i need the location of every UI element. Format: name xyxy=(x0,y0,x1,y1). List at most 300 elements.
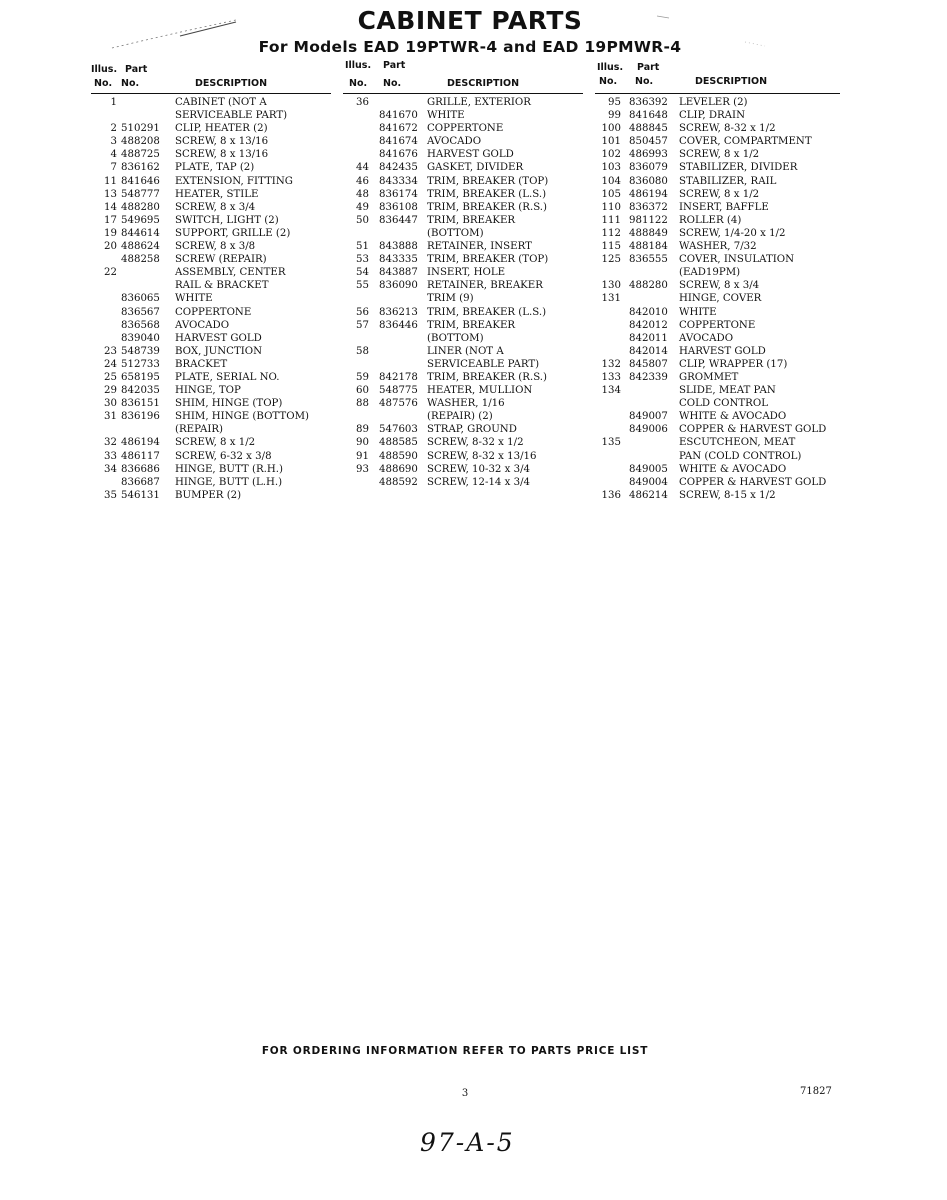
part-no: 488590 xyxy=(379,450,418,462)
illus-no: 50 xyxy=(356,214,369,226)
parts-row xyxy=(91,306,331,319)
illus-no: 132 xyxy=(601,358,621,370)
part-no: 548739 xyxy=(121,345,160,357)
part-description: SERVICEABLE PART) xyxy=(427,358,540,370)
column-header xyxy=(343,61,583,94)
illus-header: Illus. xyxy=(597,62,624,73)
illus-no: 115 xyxy=(601,241,621,253)
part-no: 849007 xyxy=(629,411,668,423)
illus-header: Illus. xyxy=(345,60,372,71)
parts-row xyxy=(595,450,840,463)
illus-no-header: No. xyxy=(94,78,113,89)
part-no: 486194 xyxy=(121,437,160,449)
part-no: 486194 xyxy=(629,188,668,200)
page-subtitle: For Models EAD 19PTWR-4 and EAD 19PMWR-4 xyxy=(258,38,682,56)
part-no: 841648 xyxy=(629,110,668,122)
part-no: 836372 xyxy=(629,201,668,213)
parts-row xyxy=(91,135,331,148)
parts-row xyxy=(595,201,840,214)
parts-row xyxy=(343,161,583,174)
part-no: 488624 xyxy=(121,241,160,253)
part-header: Part xyxy=(637,62,660,73)
part-description: SUPPORT, GRILLE (2) xyxy=(175,227,291,239)
parts-row xyxy=(91,345,331,358)
parts-row xyxy=(91,109,331,122)
part-no: 836162 xyxy=(121,162,160,174)
part-description: CLIP, HEATER (2) xyxy=(175,123,268,135)
part-description: SCREW, 8 x 1/2 xyxy=(679,149,760,161)
parts-row xyxy=(91,148,331,161)
part-description: SCREW, 8 x 3/4 xyxy=(679,280,760,292)
illus-no: 7 xyxy=(110,162,117,174)
part-no: 487576 xyxy=(379,398,418,410)
part-no: 836567 xyxy=(121,306,160,318)
part-no: 836196 xyxy=(121,411,160,423)
part-no: 836568 xyxy=(121,319,160,331)
illus-no: 100 xyxy=(601,123,621,135)
part-description: HARVEST GOLD xyxy=(679,345,766,357)
parts-row xyxy=(595,306,840,319)
part-description: SCREW, 8-32 x 1/2 xyxy=(679,123,776,135)
part-no: 488845 xyxy=(629,123,668,135)
handwritten-note: 97-A-5 xyxy=(420,1128,515,1157)
part-description: (BOTTOM) xyxy=(427,227,484,239)
parts-row xyxy=(595,476,840,489)
part-no: 849005 xyxy=(629,463,668,475)
part-no: 548775 xyxy=(379,385,418,397)
part-description: SCREW, 8-32 x 13/16 xyxy=(427,450,537,462)
part-no: 843335 xyxy=(379,254,418,266)
part-no-header: No. xyxy=(383,78,402,89)
parts-row xyxy=(91,253,331,266)
illus-no: 135 xyxy=(601,437,621,449)
parts-row xyxy=(595,345,840,358)
part-no: 842178 xyxy=(379,371,418,383)
part-description: SCREW, 8 x 3/8 xyxy=(175,241,256,253)
description-header: DESCRIPTION xyxy=(195,78,268,89)
illus-no: 112 xyxy=(601,227,621,239)
parts-row xyxy=(343,227,583,240)
part-no: 549695 xyxy=(121,214,160,226)
parts-row xyxy=(343,463,583,476)
part-no: 836108 xyxy=(379,201,418,213)
part-no: 842010 xyxy=(629,306,668,318)
illus-no: 22 xyxy=(104,267,117,279)
part-description: SCREW, 8 x 1/2 xyxy=(679,188,760,200)
part-no: 836687 xyxy=(121,476,160,488)
illus-no: 110 xyxy=(601,201,621,213)
part-no: 488208 xyxy=(121,136,160,148)
parts-row xyxy=(91,175,331,188)
parts-rows xyxy=(91,94,331,502)
part-no: 836065 xyxy=(121,293,160,305)
part-description: HINGE, BUTT (L.H.) xyxy=(175,476,283,488)
parts-row xyxy=(595,371,840,384)
part-description: PLATE, SERIAL NO. xyxy=(175,371,280,383)
part-description: AVOCADO xyxy=(679,332,734,344)
part-description: HINGE, BUTT (R.H.) xyxy=(175,463,283,475)
part-no: 488849 xyxy=(629,227,668,239)
parts-row xyxy=(595,279,840,292)
illus-no: 99 xyxy=(608,110,621,122)
part-no: 836079 xyxy=(629,162,668,174)
parts-row xyxy=(91,96,331,109)
illus-no: 55 xyxy=(356,280,369,292)
parts-row xyxy=(343,358,583,371)
part-no: 486117 xyxy=(121,450,160,462)
illus-no: 25 xyxy=(104,371,117,383)
description-header: DESCRIPTION xyxy=(695,76,768,87)
parts-row xyxy=(91,384,331,397)
illus-no: 130 xyxy=(601,280,621,292)
part-description: SCREW, 8-15 x 1/2 xyxy=(679,489,776,501)
parts-row xyxy=(343,384,583,397)
part-no: 836090 xyxy=(379,280,418,292)
parts-row xyxy=(91,201,331,214)
parts-row xyxy=(91,188,331,201)
part-description: HARVEST GOLD xyxy=(427,149,514,161)
part-description: SCREW, 8 x 3/4 xyxy=(175,201,256,213)
part-no: 486214 xyxy=(629,489,668,501)
parts-row xyxy=(91,319,331,332)
illus-no: 93 xyxy=(356,463,369,475)
parts-row xyxy=(595,436,840,449)
part-description: TRIM, BREAKER (TOP) xyxy=(427,175,549,187)
parts-row xyxy=(91,450,331,463)
illus-no: 53 xyxy=(356,254,369,266)
illus-no: 17 xyxy=(104,214,117,226)
part-description: SERVICEABLE PART) xyxy=(175,110,288,122)
part-no: 841646 xyxy=(121,175,160,187)
parts-row xyxy=(595,227,840,240)
description-header: DESCRIPTION xyxy=(447,78,520,89)
illus-no: 49 xyxy=(356,201,369,213)
parts-row xyxy=(595,489,840,502)
illus-no: 19 xyxy=(104,227,117,239)
parts-row xyxy=(595,266,840,279)
parts-row xyxy=(91,410,331,423)
part-description: STABILIZER, DIVIDER xyxy=(679,162,798,174)
part-description: SCREW, 12-14 x 3/4 xyxy=(427,476,531,488)
parts-row xyxy=(343,450,583,463)
part-description: BUMPER (2) xyxy=(175,489,242,501)
parts-row xyxy=(91,463,331,476)
parts-row xyxy=(595,358,840,371)
part-description: WHITE & AVOCADO xyxy=(679,411,787,423)
part-description: SHIM, HINGE (BOTTOM) xyxy=(175,411,309,423)
illus-no: 14 xyxy=(104,201,117,213)
parts-row xyxy=(91,476,331,489)
part-description: TRIM, BREAKER (R.S.) xyxy=(427,201,548,213)
part-no: 836447 xyxy=(379,214,418,226)
part-description: CLIP, DRAIN xyxy=(679,110,745,122)
part-description: COPPER & HARVEST GOLD xyxy=(679,476,827,488)
part-no: 844614 xyxy=(121,227,160,239)
parts-row xyxy=(343,135,583,148)
part-description: SWITCH, LIGHT (2) xyxy=(175,214,279,226)
part-description: GRILLE, EXTERIOR xyxy=(427,97,531,108)
part-description: SCREW, 8-32 x 1/2 xyxy=(427,437,524,449)
parts-row xyxy=(91,214,331,227)
parts-row xyxy=(595,214,840,227)
illus-no: 125 xyxy=(601,254,621,266)
illus-no: 95 xyxy=(608,97,621,108)
part-description: WHITE xyxy=(679,306,717,318)
part-no-header: No. xyxy=(635,76,654,87)
part-description: GASKET, DIVIDER xyxy=(427,162,524,174)
part-no: 839040 xyxy=(121,332,160,344)
illus-no: 57 xyxy=(356,319,369,331)
illus-no: 60 xyxy=(356,385,369,397)
part-description: COVER, INSULATION xyxy=(679,254,795,266)
illus-no: 88 xyxy=(356,398,369,410)
part-no: 836686 xyxy=(121,463,160,475)
illus-no: 32 xyxy=(104,437,117,449)
parts-row xyxy=(595,135,840,148)
parts-row xyxy=(343,279,583,292)
part-description: COPPERTONE xyxy=(175,306,252,318)
part-description: HEATER, STILE xyxy=(175,188,259,200)
part-no: 841674 xyxy=(379,136,418,148)
part-no: 488280 xyxy=(121,201,160,213)
illus-no: 131 xyxy=(601,293,621,305)
parts-row xyxy=(343,214,583,227)
part-description: SCREW, 1/4-20 x 1/2 xyxy=(679,227,786,239)
illus-no: 46 xyxy=(356,175,369,187)
illus-no: 31 xyxy=(104,411,117,423)
parts-row xyxy=(595,423,840,436)
part-no: 658195 xyxy=(121,371,160,383)
parts-row xyxy=(595,122,840,135)
parts-row xyxy=(91,227,331,240)
part-description: COPPER & HARVEST GOLD xyxy=(679,424,827,436)
part-description: SLIDE, MEAT PAN xyxy=(679,385,776,397)
part-description: COLD CONTROL xyxy=(679,398,768,410)
parts-row xyxy=(595,410,840,423)
part-description: AVOCADO xyxy=(427,136,482,148)
part-no: 836213 xyxy=(379,306,418,318)
part-description: TRIM, BREAKER xyxy=(427,214,516,226)
part-no: 843887 xyxy=(379,267,418,279)
parts-row xyxy=(91,423,331,436)
part-description: HINGE, TOP xyxy=(175,385,241,397)
illus-no: 3 xyxy=(110,136,117,148)
parts-row xyxy=(343,96,583,109)
part-header: Part xyxy=(125,64,148,75)
column-header xyxy=(595,61,840,94)
part-description: SCREW, 8 x 1/2 xyxy=(175,437,256,449)
part-description: SHIM, HINGE (TOP) xyxy=(175,398,283,410)
part-no: 845807 xyxy=(629,358,668,370)
parts-row xyxy=(91,489,331,502)
part-description: INSERT, HOLE xyxy=(427,267,506,279)
parts-rows xyxy=(595,94,840,502)
part-description: LINER (NOT A xyxy=(427,345,504,357)
part-description: LEVELER (2) xyxy=(679,97,748,108)
part-description: CLIP, WRAPPER (17) xyxy=(679,358,788,370)
illus-no: 111 xyxy=(601,214,621,226)
illus-no: 90 xyxy=(356,437,369,449)
parts-row xyxy=(343,410,583,423)
part-description: SCREW, 6-32 x 3/8 xyxy=(175,450,272,462)
part-description: TRIM (9) xyxy=(427,293,474,305)
parts-row xyxy=(91,279,331,292)
part-no: 981122 xyxy=(629,214,668,226)
part-description: RETAINER, INSERT xyxy=(427,241,532,253)
part-no: 836392 xyxy=(629,97,668,108)
part-description: WHITE xyxy=(175,293,213,305)
illus-no: 133 xyxy=(601,371,621,383)
part-no: 843888 xyxy=(379,241,418,253)
part-no: 842435 xyxy=(379,162,418,174)
part-no: 488258 xyxy=(121,254,160,266)
part-no: 548777 xyxy=(121,188,160,200)
illus-no: 101 xyxy=(601,136,621,148)
ordering-info-footer: FOR ORDERING INFORMATION REFER TO PARTS PRICE LIST xyxy=(261,1045,649,1057)
part-no: 849006 xyxy=(629,424,668,436)
parts-row xyxy=(595,292,840,305)
part-no: 486993 xyxy=(629,149,668,161)
illus-no: 23 xyxy=(104,345,117,357)
parts-row xyxy=(595,397,840,410)
parts-row xyxy=(91,332,331,345)
part-description: RAIL & BRACKET xyxy=(175,280,269,292)
parts-row xyxy=(595,148,840,161)
parts-row xyxy=(343,240,583,253)
parts-row xyxy=(595,188,840,201)
part-description: GROMMET xyxy=(679,371,739,383)
part-description: COPPERTONE xyxy=(679,319,756,331)
part-description: TRIM, BREAKER xyxy=(427,319,516,331)
parts-row xyxy=(343,292,583,305)
parts-row xyxy=(91,358,331,371)
parts-row xyxy=(91,371,331,384)
illus-no: 102 xyxy=(601,149,621,161)
part-description: ASSEMBLY, CENTER xyxy=(175,267,286,279)
part-description: PAN (COLD CONTROL) xyxy=(679,450,802,462)
part-no: 836080 xyxy=(629,175,668,187)
part-description: STABILIZER, RAIL xyxy=(679,175,777,187)
column-header xyxy=(91,61,331,94)
part-description: WHITE xyxy=(427,110,465,122)
illus-no: 1 xyxy=(110,97,117,108)
part-header: Part xyxy=(383,60,406,71)
illus-no: 58 xyxy=(356,345,369,357)
parts-row xyxy=(595,96,840,109)
part-description: TRIM, BREAKER (TOP) xyxy=(427,254,549,266)
part-description: TRIM, BREAKER (R.S.) xyxy=(427,371,548,383)
part-description: ESCUTCHEON, MEAT xyxy=(679,437,796,449)
part-no-header: No. xyxy=(121,78,140,89)
part-description: WASHER, 1/16 xyxy=(427,398,505,410)
part-no: 512733 xyxy=(121,358,160,370)
illus-no: 59 xyxy=(356,371,369,383)
part-description: SCREW, 8 x 13/16 xyxy=(175,149,269,161)
scan-smudge-left xyxy=(110,14,240,50)
parts-row xyxy=(595,463,840,476)
illus-no: 44 xyxy=(356,162,369,174)
parts-row xyxy=(91,266,331,279)
parts-row xyxy=(91,436,331,449)
parts-row xyxy=(91,240,331,253)
part-description: HEATER, MULLION xyxy=(427,385,533,397)
illus-no: 13 xyxy=(104,188,117,200)
parts-row xyxy=(595,161,840,174)
illus-no: 103 xyxy=(601,162,621,174)
page-title: CABINET PARTS xyxy=(357,6,583,35)
parts-column-3 xyxy=(595,61,840,502)
part-description: COVER, COMPARTMENT xyxy=(679,136,812,148)
part-description: RETAINER, BREAKER xyxy=(427,280,543,292)
part-no: 836555 xyxy=(629,254,668,266)
illus-no: 4 xyxy=(110,149,117,161)
part-description: SCREW (REPAIR) xyxy=(175,254,267,266)
illus-no-header: No. xyxy=(599,76,618,87)
part-description: BOX, JUNCTION xyxy=(175,345,263,357)
part-description: AVOCADO xyxy=(175,319,230,331)
part-no: 843334 xyxy=(379,175,418,187)
parts-row xyxy=(595,109,840,122)
parts-row xyxy=(595,240,840,253)
illus-no: 51 xyxy=(356,241,369,253)
parts-row xyxy=(343,423,583,436)
parts-row xyxy=(91,161,331,174)
parts-row xyxy=(343,332,583,345)
illus-no: 24 xyxy=(104,358,117,370)
part-no: 841672 xyxy=(379,123,418,135)
parts-row xyxy=(343,306,583,319)
part-no: 510291 xyxy=(121,123,160,135)
parts-row xyxy=(595,319,840,332)
parts-row xyxy=(343,148,583,161)
parts-row xyxy=(343,436,583,449)
part-description: INSERT, BAFFLE xyxy=(679,201,769,213)
part-description: CABINET (NOT A xyxy=(175,97,267,108)
illus-no: 30 xyxy=(104,398,117,410)
parts-row xyxy=(343,397,583,410)
parts-row xyxy=(343,109,583,122)
part-description: HARVEST GOLD xyxy=(175,332,262,344)
parts-row xyxy=(595,332,840,345)
document-code: 71827 xyxy=(800,1086,832,1097)
illus-no: 11 xyxy=(104,175,117,187)
part-no: 836151 xyxy=(121,398,160,410)
part-description: WHITE & AVOCADO xyxy=(679,463,787,475)
parts-row xyxy=(343,201,583,214)
parts-row xyxy=(343,266,583,279)
illus-no: 105 xyxy=(601,188,621,200)
part-description: TRIM, BREAKER (L.S.) xyxy=(427,188,547,200)
illus-no: 20 xyxy=(104,241,117,253)
illus-no: 56 xyxy=(356,306,369,318)
part-no: 850457 xyxy=(629,136,668,148)
illus-no: 104 xyxy=(601,175,621,187)
page-number: 3 xyxy=(461,1088,469,1099)
parts-row xyxy=(343,253,583,266)
part-no: 842339 xyxy=(629,371,668,383)
part-no: 841670 xyxy=(379,110,418,122)
illus-no: 91 xyxy=(356,450,369,462)
scan-smudge-right xyxy=(655,10,775,50)
part-no: 842011 xyxy=(629,332,668,344)
part-no: 488184 xyxy=(629,241,668,253)
illus-header: Illus. xyxy=(91,64,118,75)
part-description: WASHER, 7/32 xyxy=(679,241,757,253)
illus-no: 35 xyxy=(104,489,117,501)
part-description: SCREW, 8 x 13/16 xyxy=(175,136,269,148)
illus-no: 134 xyxy=(601,385,621,397)
illus-no: 48 xyxy=(356,188,369,200)
